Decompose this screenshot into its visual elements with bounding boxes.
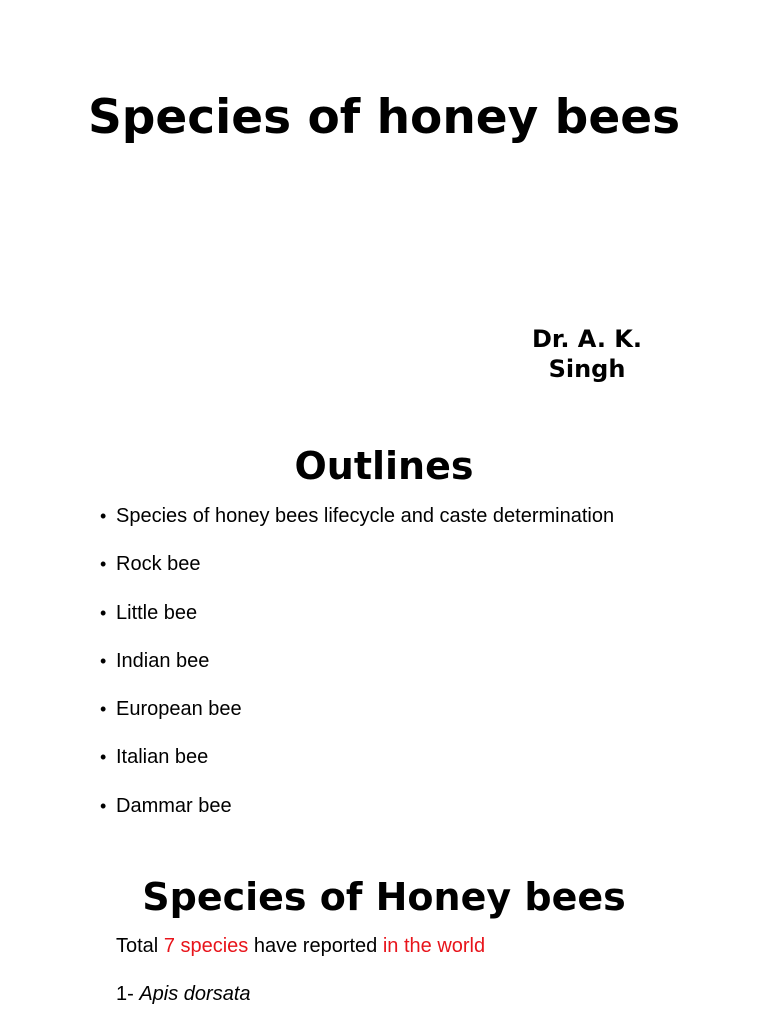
list-item-text: Little bee <box>116 601 198 624</box>
outline-list <box>100 500 614 838</box>
total-prefix: Total <box>116 935 164 957</box>
list-item <box>100 790 614 838</box>
list-item <box>100 693 614 741</box>
list-item-text: Dammar bee <box>116 794 232 817</box>
bullet-icon: • <box>100 602 107 623</box>
list-item-text: Indian bee <box>116 649 210 672</box>
total-middle: have reported <box>248 935 383 957</box>
bullet-icon: • <box>100 747 107 768</box>
list-item-text: Italian bee <box>116 746 209 769</box>
list-item-text: Rock bee <box>116 553 201 576</box>
species-number: 1- <box>116 983 140 1005</box>
species-scientific-name: Apis dorsata <box>139 983 251 1005</box>
list-item <box>100 548 614 596</box>
bullet-icon: • <box>100 699 107 720</box>
outlines-heading: Outlines <box>294 444 474 488</box>
author-line-2: Singh <box>548 355 626 383</box>
bullet-icon: • <box>100 795 107 816</box>
author-line-1: Dr. A. K. <box>531 325 642 353</box>
bullet-icon: • <box>100 506 107 526</box>
slide-title-heading: Species of honey bees <box>87 90 681 145</box>
list-item <box>100 597 614 645</box>
list-item <box>100 500 614 548</box>
scope-highlight: in the world <box>382 935 486 957</box>
species-count-highlight: 7 species <box>163 935 249 957</box>
author-name <box>498 324 676 384</box>
bullet-icon: • <box>100 650 107 671</box>
list-item-text: Species of honey bees lifecycle and caste determination <box>116 505 615 527</box>
list-item-text: European bee <box>116 698 242 721</box>
list-item <box>100 741 614 789</box>
list-item <box>100 645 614 693</box>
species-item <box>116 978 251 1010</box>
bullet-icon: • <box>100 554 107 575</box>
species-heading: Species of Honey bees <box>142 875 626 919</box>
total-species-text <box>116 930 485 962</box>
